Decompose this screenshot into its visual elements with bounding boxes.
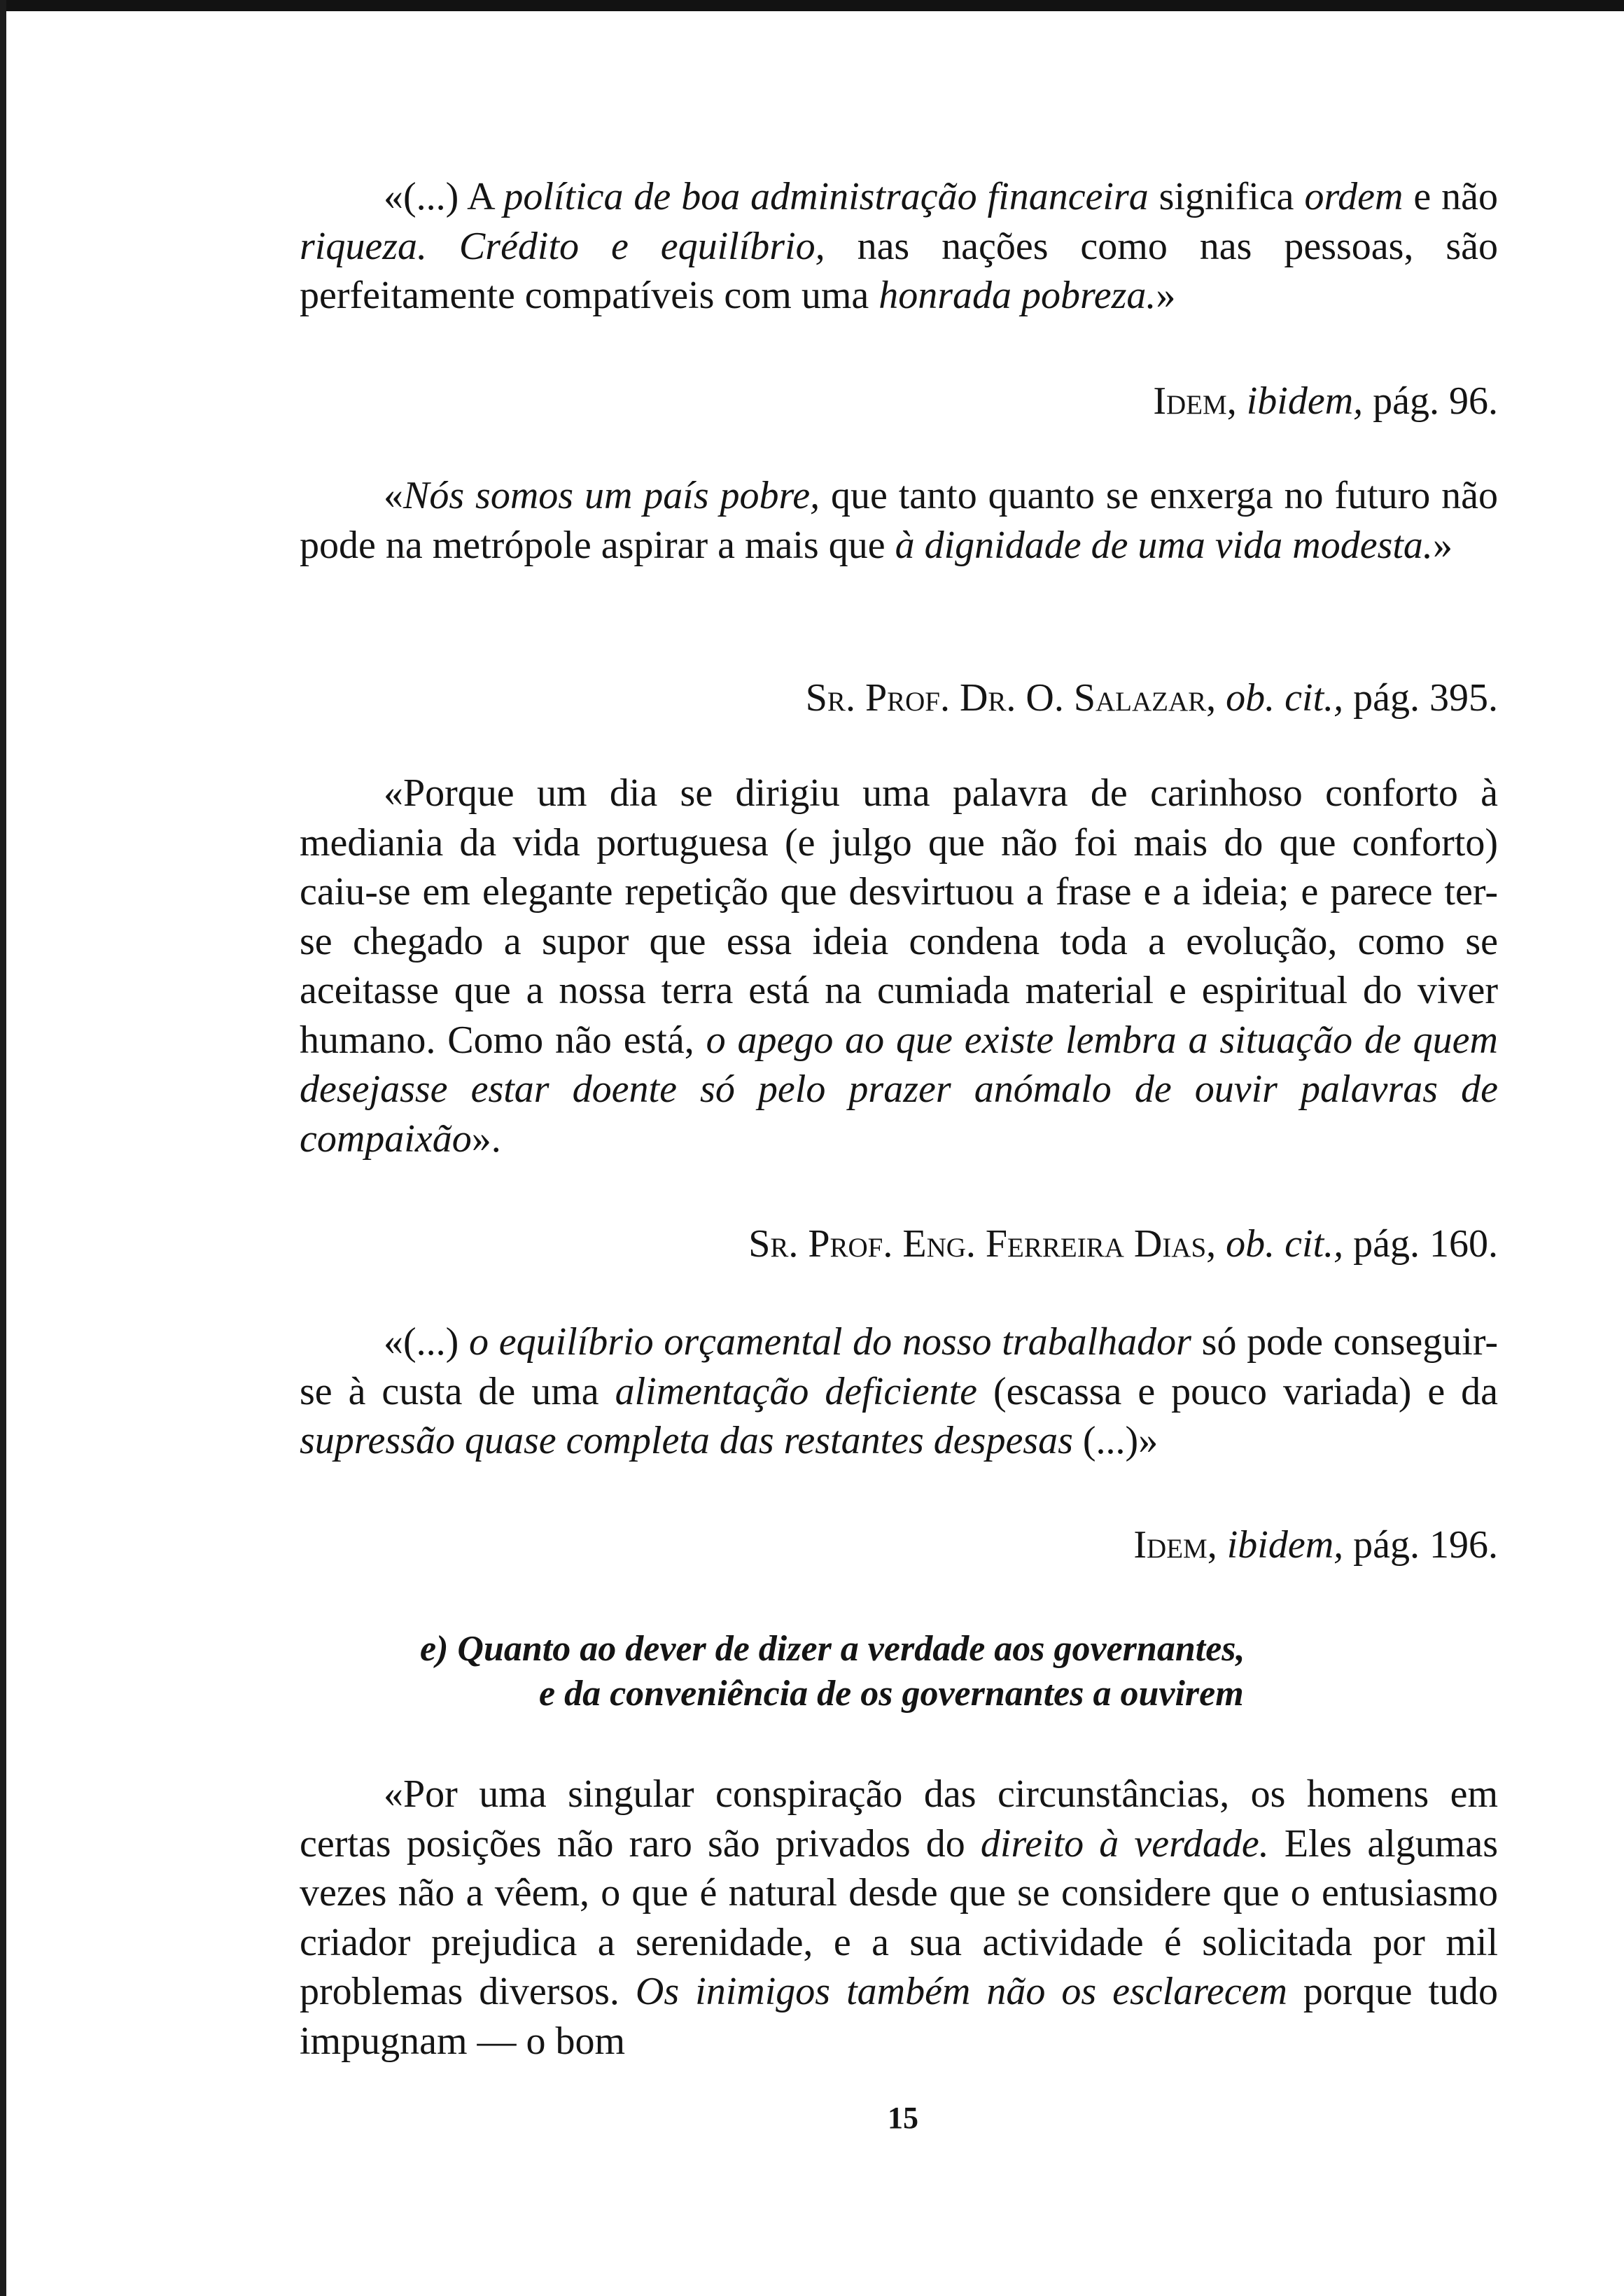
text-run: »: [1156, 274, 1176, 317]
attribution-work: ob. cit.,: [1226, 1222, 1344, 1266]
section-heading-line-1: [420, 1627, 1512, 1672]
text-run: porque tudo impugnam — o bom: [300, 1970, 1498, 2063]
text-run: só pode conseguir-se à custa de uma: [300, 1320, 1499, 1413]
quote-2-attribution: [806, 673, 1498, 722]
quote-3-attribution: [748, 1219, 1498, 1268]
text-run: Eles algumas vezes não a vêem, o que é natural desde que se considere que o entusiasmo criador prejudica a serenidade, e a sua actividade é solicitada por mil problemas diversos.: [300, 1821, 1499, 2013]
text-run: «Porque um dia se dirigiu uma palavra de carinhoso conforto à mediania da vida portuguesa (e julgo que não foi mais do que conforto) caiu-se em elegante repetição que desvirtuou a frase e a ideia; e parece ter-se chegado a supor que essa ideia condena toda a evolução, como se aceitasse que a nossa terra está na cumiada material e espiritual do viver humano. Como não está,: [300, 771, 1498, 1062]
text-run: que tanto quanto se enxerga no futuro não pode na metrópole aspirar a mais que: [300, 474, 1498, 567]
text-run: «(...) A: [384, 175, 504, 218]
section-heading: [420, 1627, 1512, 1716]
section-heading-line-2: e da conveniência de os governantes a ouvirem: [539, 1674, 1244, 1714]
final-paragraph: [300, 1770, 1498, 2066]
attribution-work: ob. cit.,: [1226, 676, 1344, 720]
attribution-author: Idem,: [1133, 1523, 1217, 1567]
italic-run: política de boa administração financeira: [503, 175, 1149, 218]
attribution-page: pág. 395.: [1353, 676, 1498, 720]
quote-4-text: [300, 1317, 1498, 1466]
italic-run: ordem: [1304, 175, 1404, 218]
attribution-work: ibidem,: [1246, 379, 1364, 423]
attribution-author: Sr. Prof. Dr. O. Salazar,: [805, 676, 1217, 720]
left-border-rule: [0, 0, 6, 2296]
section-heading-text-1: Quanto ao dever de dizer a verdade aos governantes,: [457, 1629, 1245, 1669]
final-paragraph-text: [300, 1770, 1498, 2066]
top-border-rule: [0, 0, 1624, 11]
text-run: significa: [1148, 175, 1305, 218]
italic-run: o equilíbrio orçamental do nosso trabalhador: [469, 1320, 1191, 1364]
italic-run: Nós somos um país pobre,: [403, 474, 820, 517]
attribution-work: ibidem,: [1226, 1523, 1344, 1567]
quote-2: [300, 471, 1498, 570]
quote-4: [300, 1317, 1498, 1466]
text-run: (escassa e pouco variada) e da: [977, 1369, 1498, 1413]
italic-run: Os inimigos também não os esclarecem: [635, 1970, 1287, 2013]
text-run: «: [384, 474, 403, 517]
italic-run: supressão quase completa das restantes despesas: [300, 1419, 1073, 1462]
attribution-page: pág. 96.: [1373, 379, 1498, 423]
italic-run: alimentação deficiente: [615, 1369, 978, 1413]
attribution-page: pág. 160.: [1353, 1222, 1498, 1266]
attribution-page: pág. 196.: [1353, 1523, 1498, 1567]
quote-1: [300, 172, 1498, 321]
italic-run: o apego ao que existe lembra a situação de quem desejasse estar doente só pelo prazer anómalo de ouvir palavras de compaixão: [300, 1018, 1498, 1161]
text-run: nas nações como nas pessoas, são perfeitamente compatíveis com uma: [300, 224, 1499, 317]
quote-1-text: [300, 172, 1498, 321]
italic-run: à dignidade de uma vida modesta.: [895, 523, 1433, 567]
quote-1-attribution: [1153, 377, 1498, 426]
page-number: 15: [888, 2101, 918, 2135]
quote-3-text: [300, 769, 1498, 1163]
italic-run: riqueza. Crédito e equilíbrio,: [300, 224, 825, 268]
text-run: (...)»: [1072, 1419, 1158, 1462]
section-marker: e): [420, 1629, 449, 1669]
text-run: «(...): [384, 1320, 470, 1364]
text-run: «Por uma singular conspiração das circunstâncias, os homens em certas posições não raro são privados do: [300, 1772, 1498, 1865]
quote-4-attribution: [1133, 1520, 1498, 1569]
italic-run: direito à verdade.: [980, 1821, 1269, 1865]
text-run: e não: [1403, 175, 1499, 218]
quote-2-text: [300, 471, 1498, 570]
italic-run: honrada pobreza.: [878, 274, 1156, 317]
quote-3: [300, 769, 1498, 1163]
text-run: ».: [471, 1116, 501, 1161]
attribution-author: Idem,: [1153, 379, 1237, 423]
attribution-author: Sr. Prof. Eng. Ferreira Dias,: [748, 1222, 1217, 1266]
text-run: »: [1432, 523, 1452, 567]
